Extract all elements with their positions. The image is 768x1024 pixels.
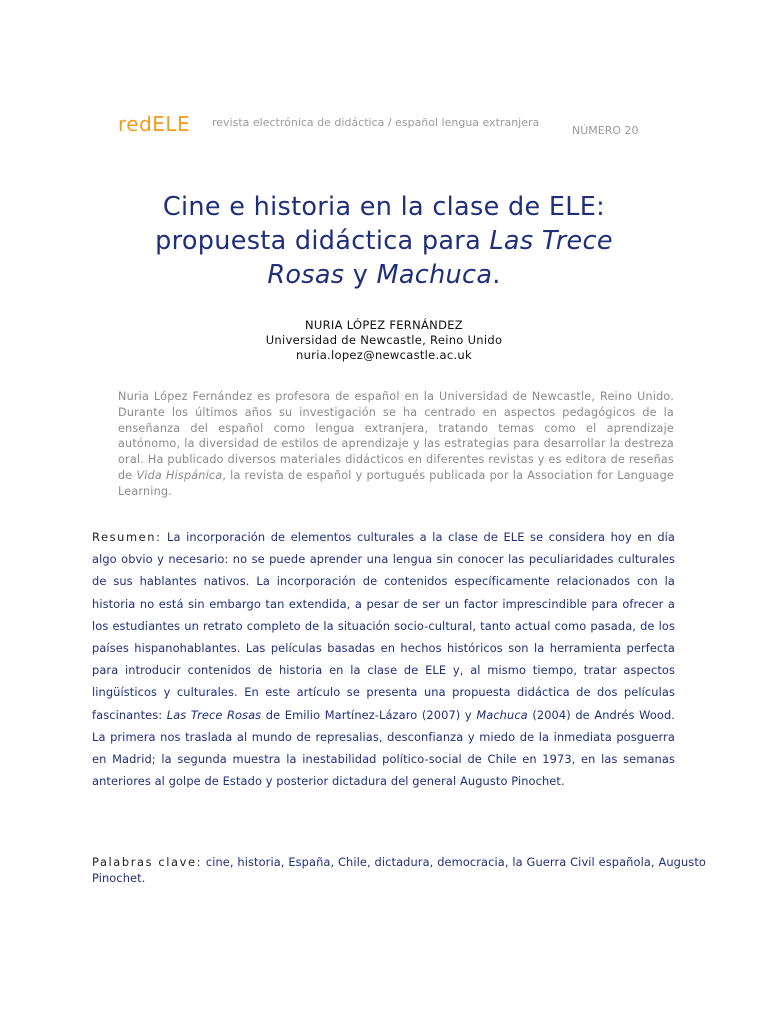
article-title: [100, 190, 668, 292]
abstract-film-2: Machuca: [476, 707, 528, 722]
abstract-text-1: La incorporación de elementos culturales a la clase de ELE se considera hoy en día algo obvio y necesario: no se puede aprender una lengua sin conocer las peculiaridades culturales de sus hablantes nativos. La incorporación de contenidos específicamente relacionados con la historia no está sin embargo tan extendida, a pesar de ser un factor imprescindible para ofrecer a los estudiantes un retrato completo de la situación socio-cultural, tanto actual como pasada, de los países hispanohablantes. Las películas basadas en hechos históricos son la herramienta perfecta para introducir contenidos de historia en la clase de ELE y, al mismo tiempo, tratar aspectos lingüísticos y culturales. En este artículo se presenta una propuesta didáctica de dos películas fascinantes:: [92, 530, 675, 722]
bio-text-2: , la revista de español y portugués publicada por la Association for Language Learning.: [118, 468, 675, 498]
abstract-text-2: de Emilio Martínez-Lázaro (2007) y: [261, 707, 477, 722]
author-name: NURIA LÓPEZ FERNÁNDEZ: [305, 318, 463, 332]
title-period: .: [492, 260, 501, 290]
author-affiliation: Universidad de Newcastle, Reino Unido: [265, 333, 503, 347]
keywords-label: Palabras clave:: [92, 855, 203, 869]
author-bio: [118, 389, 674, 500]
journal-header: [118, 112, 678, 152]
keywords-text: cine, historia, España, Chile, dictadura, democracia, la Guerra Civil española, Augusto Pinochet.: [92, 855, 706, 885]
author-block: [120, 318, 648, 363]
title-film-1-part-2: Rosas: [267, 260, 345, 290]
title-film-1-part-1: Las Trece: [489, 226, 613, 256]
abstract: [92, 526, 675, 792]
title-line-2-text: propuesta didáctica para: [155, 226, 490, 256]
title-conjunction: y: [344, 260, 377, 290]
abstract-label: Resumen:: [92, 530, 162, 544]
keywords: [92, 855, 706, 886]
abstract-film-1: Las Trece Rosas: [166, 707, 262, 722]
title-line-1: Cine e historia en la clase de ELE:: [162, 192, 606, 222]
issue-number: NÚMERO 20: [572, 124, 639, 137]
bio-text-1: Nuria López Fernández es profesora de español en la Universidad de Newcastle, Reino Unido. Durante los últimos años su investigación se ha centrado en aspectos pedagógicos de la enseñanza del español como lengua extranjera, tratando temas como el aprendizaje autónomo, la diversidad de estilos de aprendizaje y las estrategias para desarrollar la destreza oral. Ha publicado diversos materiales didácticos en diferentes revistas y es editora de reseñas de: [118, 390, 674, 482]
abstract-text-3: (2004) de Andrés Wood. La primera nos traslada al mundo de represalias, desconfianza y miedo de la inmediata posguerra en Madrid; la segunda muestra la inestabilidad político-social de Chile en 1973, en las semanas anteriores al golpe de Estado y posterior dictadura del general Augusto Pinochet.: [92, 707, 676, 789]
author-email: nuria.lopez@newcastle.ac.uk: [296, 348, 472, 362]
journal-brand: redELE: [118, 112, 191, 136]
title-film-2: Machuca: [376, 260, 493, 290]
bio-journal-name: Vida Hispánica: [136, 468, 223, 482]
journal-tagline: revista electrónica de didáctica / español lengua extranjera: [212, 116, 540, 129]
